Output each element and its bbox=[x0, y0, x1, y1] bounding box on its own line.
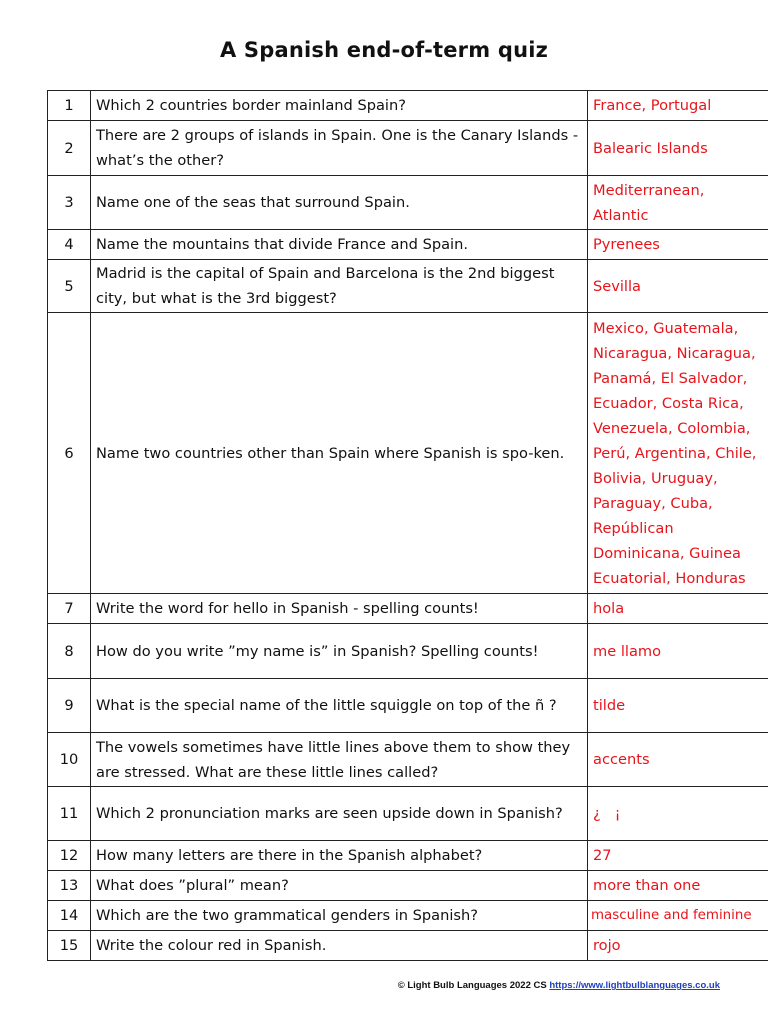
question-text: What does ”plural” mean? bbox=[91, 871, 588, 901]
question-number: 3 bbox=[48, 176, 91, 230]
quiz-table bbox=[47, 90, 768, 961]
answer-text: 27 bbox=[588, 841, 768, 871]
question-text: Which 2 pronunciation marks are seen upside down in Spanish? bbox=[91, 787, 588, 841]
question-text: How do you write ”my name is” in Spanish? Spelling counts! bbox=[91, 624, 588, 679]
question-text: Write the word for hello in Spanish - spelling counts! bbox=[91, 594, 588, 624]
table-row bbox=[48, 841, 768, 871]
table-row bbox=[48, 624, 768, 679]
table-row bbox=[48, 260, 768, 313]
answer-text: Pyrenees bbox=[588, 230, 768, 260]
answer-text: masculine and feminine bbox=[588, 901, 768, 931]
question-number: 8 bbox=[48, 624, 91, 679]
question-number: 4 bbox=[48, 230, 91, 260]
table-row bbox=[48, 679, 768, 733]
question-text: There are 2 groups of islands in Spain. One is the Canary Islands - what’s the other? bbox=[91, 121, 588, 176]
answer-text: Sevilla bbox=[588, 260, 768, 313]
footer-credit bbox=[398, 980, 720, 991]
question-text: Madrid is the capital of Spain and Barcelona is the 2nd biggest city, but what is the 3rd biggest? bbox=[91, 260, 588, 313]
answer-text: more than one bbox=[588, 871, 768, 901]
question-text: Name two countries other than Spain where Spanish is spo-ken. bbox=[91, 313, 588, 594]
quiz-table-body bbox=[48, 91, 768, 961]
question-text: Name one of the seas that surround Spain. bbox=[91, 176, 588, 230]
table-row bbox=[48, 733, 768, 787]
answer-text: Balearic Islands bbox=[588, 121, 768, 176]
answer-text: Mediterranean, Atlantic bbox=[588, 176, 768, 230]
answer-text: hola bbox=[588, 594, 768, 624]
question-number: 10 bbox=[48, 733, 91, 787]
website-link[interactable]: https://www.lightbulblanguages.co.uk bbox=[549, 980, 720, 991]
question-number: 12 bbox=[48, 841, 91, 871]
question-text: Which 2 countries border mainland Spain? bbox=[91, 91, 588, 121]
answer-text: rojo bbox=[588, 931, 768, 961]
table-row bbox=[48, 931, 768, 961]
question-text: What is the special name of the little squiggle on top of the ñ ? bbox=[91, 679, 588, 733]
table-row bbox=[48, 901, 768, 931]
question-number: 7 bbox=[48, 594, 91, 624]
answer-text: tilde bbox=[588, 679, 768, 733]
question-text: Which are the two grammatical genders in Spanish? bbox=[91, 901, 588, 931]
question-number: 13 bbox=[48, 871, 91, 901]
page-title: A Spanish end-of-term quiz bbox=[219, 38, 549, 62]
table-row bbox=[48, 121, 768, 176]
table-row bbox=[48, 871, 768, 901]
question-text: How many letters are there in the Spanish alphabet? bbox=[91, 841, 588, 871]
question-text: Write the colour red in Spanish. bbox=[91, 931, 588, 961]
table-row bbox=[48, 91, 768, 121]
copyright-text: © Light Bulb Languages 2022 CS bbox=[397, 980, 547, 991]
answer-text: me llamo bbox=[588, 624, 768, 679]
question-number: 11 bbox=[48, 787, 91, 841]
question-number: 2 bbox=[48, 121, 91, 176]
question-number: 9 bbox=[48, 679, 91, 733]
question-number: 15 bbox=[48, 931, 91, 961]
question-text: Name the mountains that divide France and Spain. bbox=[91, 230, 588, 260]
table-row bbox=[48, 230, 768, 260]
question-number: 6 bbox=[48, 313, 91, 594]
question-number: 5 bbox=[48, 260, 91, 313]
question-text: The vowels sometimes have little lines above them to show they are stressed. What are these little lines called? bbox=[91, 733, 588, 787]
answer-text: Mexico, Guatemala, Nicaragua, Nicaragua, Panamá, El Salvador, Ecuador, Costa Rica, Venezuela, Colombia, Perú, Argentina, Chile, Bolivia, Uruguay, Paraguay, Cuba, Repúblican Dominicana, Guinea Ecuatorial, Honduras bbox=[588, 313, 768, 594]
answer-text: France, Portugal bbox=[588, 91, 768, 121]
question-number: 14 bbox=[48, 901, 91, 931]
answer-text: accents bbox=[588, 733, 768, 787]
table-row bbox=[48, 787, 768, 841]
answer-text: ¿ ¡ bbox=[588, 787, 768, 841]
question-number: 1 bbox=[48, 91, 91, 121]
table-row bbox=[48, 176, 768, 230]
table-row bbox=[48, 313, 768, 594]
table-row bbox=[48, 594, 768, 624]
